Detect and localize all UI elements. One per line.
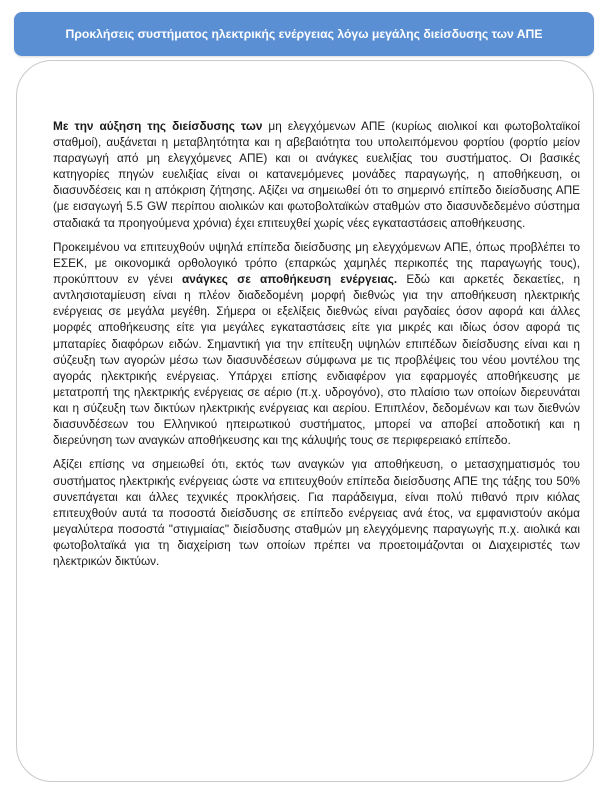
paragraph-3-text: Αξίζει επίσης να σημειωθεί ότι, εκτός των αναγκών για αποθήκευση, ο μετασχηματισμός του συστήματος ηλεκτρικής ενέργειας ώστε να επιτευχθούν επίπεδα διείσδυσης ΑΠΕ της τάξης του 50% συνεπάγεται και άλλες τεχνικές προκλήσεις. Για παράδειγμα, είναι πολύ πιθανό πριν κιόλας επιτευχθούν αυτά τα ποσοστά διείσδυσης σε επίπεδο ενέργειας ανά έτος, να εμφανιστούν ακόμα μεγαλύτερα ποσοστά "στιγμιαίας" διείσδυσης σταθμών μη ελεγχόμενης παραγωγής π.χ. αιολικά και φωτοβολταϊκά για τη διαχείριση των οποίων πρέπει να προετοιμάζονται οι Διαχειριστές των ηλεκτρικών δικτύων. bbox=[53, 457, 580, 569]
paragraph-1-text: μη ελεγχόμενων ΑΠΕ (κυρίως αιολικοί και φωτοβολταϊκοί σταθμοί), αυξάνεται η μεταβλητότητα και η αβεβαιότητα του υπολειπόμενου φορτίου (φορτίο μείον παραγωγή από μη ελεγχόμενες ΑΠΕ) και οι ανάγκες ευελιξίας του συστήματος. Οι βασικές κατηγορίες πηγών ευελιξίας είναι οι κατανεμόμενες μονάδες παραγωγής, η αποθήκευση, οι διασυνδέσεις και η απόκριση ζήτησης. Αξίζει να σημειωθεί ότι το σημερινό επίπεδο διείσδυσης ΑΠΕ (με εισαγωγή 5.5 GW περίπου αιολικών και φωτοβολταϊκών σταθμών στο διασυνδεδεμένο σύστημα σταδιακά τα προηγούμενα χρόνια) έχει επιτευχθεί χωρίς νέες εγκαταστάσεις αποθήκευσης. bbox=[53, 119, 581, 230]
article-body bbox=[53, 118, 580, 569]
paragraph-1-bold-lead: Με την αύξηση της διείσδυσης των bbox=[53, 119, 263, 133]
paragraph-3 bbox=[53, 456, 580, 569]
paragraph-2-text-before: Προκειμένου να επιτευχθούν υψηλά επίπεδα διείσδυσης μη ελεγχόμενων ΑΠΕ, όπως προβλέπει το ΕΣΕΚ, με οικονομικά ορθολογικό τρόπο (επαρκώς χαμηλές περικοπές της παραγωγής τους), προκύπτουν εν γένει bbox=[53, 239, 580, 287]
page-title: Προκλήσεις συστήματος ηλεκτρικής ενέργειας λόγω μεγάλης διείσδυσης των ΑΠΕ bbox=[65, 27, 543, 41]
page-title-banner bbox=[14, 12, 594, 56]
paragraph-2 bbox=[53, 239, 580, 448]
paragraph-1 bbox=[53, 118, 580, 231]
paragraph-2-bold: ανάγκες σε αποθήκευση ενέργειας. bbox=[182, 272, 398, 287]
paragraph-2-text-after: Εδώ και αρκετές δεκαετίες, η αντλησιοταμίευση είναι η πλέον διαδεδομένη μορφή διεθνώς για την αποθήκευση ηλεκτρικής ενέργειας σε μεγάλα μεγέθη. Σήμερα οι εξελίξεις διεθνώς είναι ραγδαίες όσον αφορά και άλλες μορφές αποθήκευσης είτε για μεγάλες εγκαταστάσεις είτε για μικρές και ιδίως όσον αφορά τις μπαταρίες διαφόρων ειδών. Σημαντική για την επίτευξη υψηλών επιπέδων διείσδυσης είναι και η σύζευξη των αγορών μέσω των διασυνδέσεων σύμφωνα με τις προβλέψεις του νέου μοντέλου της αγοράς ηλεκτρικής ενέργειας. Υπάρχει επίσης ενδιαφέρον για εφαρμογές αποθήκευσης με μετατροπή της ηλεκτρικής ενέργειας σε αέριο (π.χ. υδρογόνο), στο πλαίσιο των οποίων διερευνάται και η σύζευξη των δικτύων ηλεκτρικής ενέργειας και αερίου. Επιπλέον, δεδομένων και των διεθνών διασυνδέσεων του Ελληνικού ηπειρωτικού συστήματος, μπορεί να αποβεί αποδοτική και η διερεύνηση των αναγκών αποθήκευσης και της κάλυψής τους σε περιφερειακό επίπεδο. bbox=[53, 272, 581, 448]
